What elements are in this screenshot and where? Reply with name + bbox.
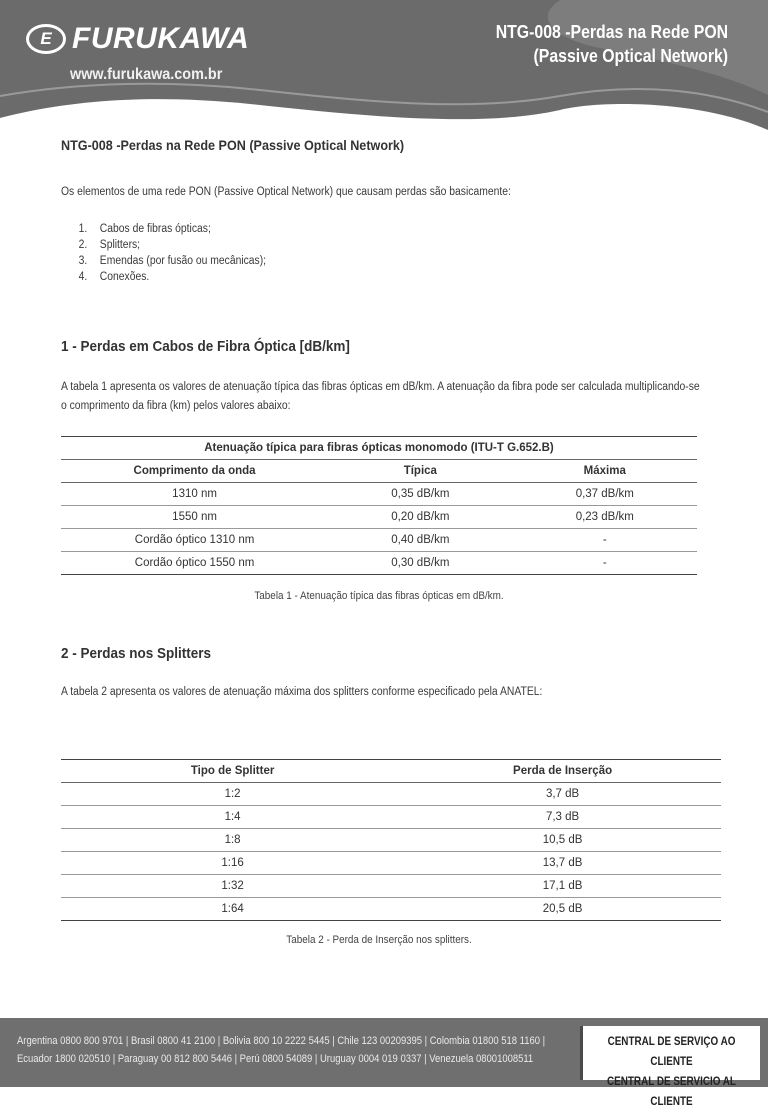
- table-cell: 13,7 dB: [404, 852, 721, 875]
- table-cell: 1:2: [61, 783, 404, 806]
- table-cell: 1:8: [61, 829, 404, 852]
- section2-paragraph: A tabela 2 apresenta os valores de atenuação máxima dos splitters conforme especificado pela ANATEL:: [61, 686, 543, 698]
- table-cell: 1:4: [61, 806, 404, 829]
- list-text: Emendas (por fusão ou mecânicas);: [99, 255, 267, 267]
- table-cell: 3,7 dB: [404, 783, 721, 806]
- website-link[interactable]: www.furukawa.com.br: [70, 66, 223, 83]
- table-row: [61, 783, 721, 806]
- table-cell: 17,1 dB: [404, 875, 721, 898]
- list-number: 3.: [78, 255, 88, 267]
- column-header: Tipo de Splitter: [61, 760, 404, 783]
- table-row: [61, 806, 721, 829]
- list-item: [62, 221, 266, 237]
- table-row: [61, 552, 697, 575]
- splitter-loss-table: [61, 759, 721, 921]
- header-title-line1: NTG-008 -Perdas na Rede PON: [495, 22, 728, 42]
- list-number: 4.: [78, 271, 88, 283]
- furukawa-logo: [26, 22, 249, 56]
- contact-numbers: [17, 1032, 545, 1068]
- service-label-pt: CENTRAL DE SERVIÇO AO CLIENTE: [607, 1036, 736, 1068]
- column-header: Típica: [328, 460, 512, 483]
- contacts-line1: Argentina 0800 800 9701 | Brasil 0800 41 2100 | Bolivia 800 10 2222 5445 | Chile 123 00209395 | Colombia 01800 518 1160 |: [17, 1035, 546, 1047]
- table-cell: 1:16: [61, 852, 404, 875]
- table-row: [61, 483, 697, 506]
- table-cell: 0,23 dB/km: [513, 506, 697, 529]
- list-text: Conexões.: [99, 271, 150, 283]
- table-cell: 0,20 dB/km: [328, 506, 512, 529]
- table2-caption: Tabela 2 - Perda de Inserção nos splitters.: [286, 934, 472, 946]
- table-header-row: [61, 760, 721, 783]
- table-cell: Cordão óptico 1550 nm: [134, 557, 255, 569]
- table-cell: 7,3 dB: [404, 806, 721, 829]
- list-item: [62, 237, 266, 253]
- column-header: Perda de Inserção: [404, 760, 721, 783]
- table-cell: Cordão óptico 1310 nm: [61, 529, 328, 552]
- table-cell: 1:32: [61, 875, 404, 898]
- header-title: [496, 20, 728, 68]
- table-cell: 1:64: [221, 903, 244, 915]
- list-text: Splitters;: [99, 239, 141, 251]
- table-caption: Atenuação típica para fibras ópticas monomodo (ITU-T G.652.B): [61, 437, 697, 460]
- list-item: [62, 269, 266, 285]
- page-footer: [0, 1018, 768, 1108]
- table-cell: 20,5 dB: [542, 903, 583, 915]
- list-number: 2.: [78, 239, 88, 251]
- page-header: [0, 0, 768, 130]
- table-cell: 1550 nm: [61, 506, 328, 529]
- table-cell: 0,40 dB/km: [328, 529, 512, 552]
- brand-name: FURUKAWA: [72, 22, 250, 55]
- section1-title: 1 - Perdas em Cabos de Fibra Óptica [dB/km]: [61, 338, 350, 355]
- table-row: [61, 898, 721, 921]
- table-cell: 0,30 dB/km: [391, 557, 450, 569]
- service-label-es: CENTRAL DE SERVICIO AL CLIENTE: [607, 1076, 736, 1108]
- list-text: Cabos de fibras ópticas;: [99, 223, 211, 235]
- table-row: [61, 506, 697, 529]
- table-cell: -: [602, 557, 607, 569]
- table-cell: -: [513, 529, 697, 552]
- table-caption-row: [61, 437, 697, 460]
- list-item: [62, 253, 266, 269]
- column-header: Máxima: [513, 460, 697, 483]
- table1-caption: Tabela 1 - Atenuação típica das fibras ópticas em dB/km.: [254, 590, 504, 602]
- table-cell: 1310 nm: [61, 483, 328, 506]
- table-row: [61, 875, 721, 898]
- fiber-attenuation-table: [61, 436, 697, 575]
- customer-service-box: [580, 1026, 760, 1108]
- table-row: [61, 829, 721, 852]
- table-row: [61, 529, 697, 552]
- intro-paragraph: Os elementos de uma rede PON (Passive Optical Network) que causam perdas são basicamente:: [61, 186, 511, 198]
- table-cell: 10,5 dB: [404, 829, 721, 852]
- table-row: [61, 852, 721, 875]
- table-header-row: [61, 460, 697, 483]
- contacts-line2: Ecuador 1800 020510 | Paraguay 00 812 800 5446 | Perú 0800 54089 | Uruguay 0004 019 0337 | Venezuela 08001008511: [17, 1053, 534, 1065]
- column-header: Comprimento da onda: [61, 460, 328, 483]
- list-number: 1.: [78, 223, 88, 235]
- section1-paragraph: A tabela 1 apresenta os valores de atenuação típica das fibras ópticas em dB/km. A atenuação da fibra pode ser calculada multiplicando-se o comprimento da fibra (km) pelos valores abaixo:: [61, 381, 700, 412]
- section2-title: 2 - Perdas nos Splitters: [61, 645, 212, 662]
- table-cell: 0,37 dB/km: [513, 483, 697, 506]
- loss-elements-list: [62, 221, 266, 285]
- document-title: NTG-008 -Perdas na Rede PON (Passive Optical Network): [61, 137, 405, 153]
- header-title-line2: (Passive Optical Network): [533, 46, 728, 66]
- table-cell: 0,35 dB/km: [328, 483, 512, 506]
- logo-mark-icon: E: [26, 24, 66, 54]
